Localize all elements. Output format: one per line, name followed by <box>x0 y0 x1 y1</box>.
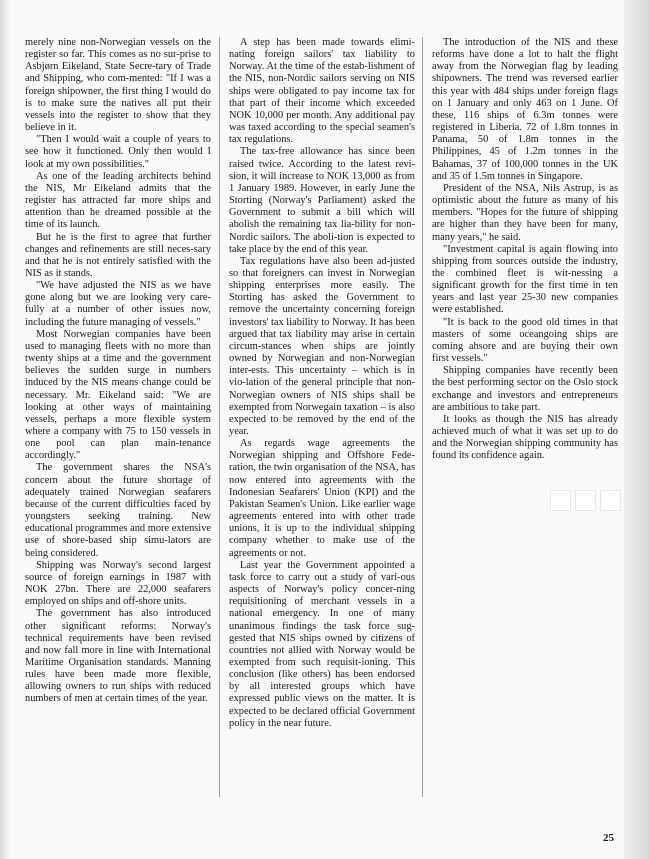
paragraph: "Then I would wait a couple of years to see how it functioned. Only then would I look at my own possibilities." <box>25 134 211 170</box>
paragraph: President of the NSA, Nils Astrup, is as optimistic about the future as many of his members. "Hopes for the future of shipping are higher than they have been for many, many years," he said. <box>432 182 618 243</box>
paragraph: The government has also introduced other significant reforms: Norway's technical requirements have been revised and now fall more in line with International Maritime Organisation standards. Manning rules have been made more flexible, allowing owners to run ships with reduced numbers of men at certain times of the year. <box>25 608 211 705</box>
paragraph: The introduction of the NIS and these reforms have done a lot to halt the flight away from the Norwegian flag by leading shipowners. The trend was reversed earlier this year with 484 ships under foreign flags on 1 January and only 463 on 1 June. Of these, 116 ships of 6.3m tonnes were registered in Liberia. 72 of 1.8m tonnes in Panama, 50 of 1.8m tonnes in the Philippines, 45 of 1.2m tonnes in the Bahamas, 37 of 100,000 tonnes in the UK and 35 of 1.5m tonnes in Singapore. <box>432 37 618 182</box>
end-square-icon <box>600 490 621 511</box>
paragraph: As one of the leading architects behind the NIS, Mr Eikeland admits that the register has attracted far more ships and attention than he dreamed possible at the time of its launch. <box>25 170 211 231</box>
paragraph: As regards wage agreements the Norwegian shipping and Offshore Fede-ration, the twin organisation of the NSA, has now entered into agreements with the Indonesian Seafarers' Union (KPI) and the Pakistan Seamen's Union. Like earlier wage agreements entered into with other trade unions, it is up to the individual shipping company whether to make use of the agreements or not. <box>229 438 415 559</box>
column-divider <box>219 37 220 797</box>
page-number: 25 <box>603 832 614 844</box>
paragraph: But he is the first to agree that further changes and refinements are still neces-sary and that he is not entirely satisfied with the NIS as it stands. <box>25 231 211 279</box>
paragraph: "We have adjusted the NIS as we have gone along but we are looking very care-fully at a number of other issues now, including the future managing of vessels." <box>25 280 211 328</box>
paragraph: The tax-free allowance has since been raised twice. According to the latest revi-sion, it will increase to NOK 13,000 as from 1 January 1989. However, in early June the Storting (Norway's Parliament) asked the Government to submit a bill which will abolish the remaining tax lia-bility for non-Nordic sailors. The aboli-tion is expected to take place by the end of this year. <box>229 146 415 255</box>
column-divider <box>422 37 423 797</box>
paragraph: Last year the Government appointed a task force to carry out a study of vari-ous aspects of Norway's policy concer-ning requisitioning of merchant vessels in a national emergency. In one of many unanimous findings the task force sug-gested that NIS ships owned by citizens of countries not allied with Norway would be exempted from such requisit-ioning. This conclusion (like others) has been endorsed by all interested groups which have expressed public views on the matter. It is expected to be declared official Government policy in the near future. <box>229 559 415 729</box>
paragraph: Shipping companies have recently been the best performing sector on the Oslo stock exchange and investors and entrepreneurs are ambitious to take part. <box>432 365 618 413</box>
paragraph: Most Norwegian companies have been used to managing fleets with no more than twenty ships at a time and the government believes the sudden surge in numbers induced by the NIS means change could be necessary. Mr. Eikeland said: "We are looking at other ways of maintaining vessels, perhaps a more flexible system where a company with 75 to 150 vessels in one pool can plan main-tenance accordingly." <box>25 328 211 462</box>
paragraph: "It is back to the good old times in that masters of some oceangoing ships are coming ahsore and are buying their own first vessels." <box>432 316 618 365</box>
page-shadow-right <box>624 0 650 859</box>
end-square-icon <box>575 490 596 511</box>
paragraph: Tax regulations have also been ad-justed so that foreigners can invest in Norwegian shipping enterprises more easily. The Storting has asked the Government to remove the uncertainty concerning foreign investors' tax liability to Norway. It has been argued that tax liability may arise in certain circum-stances when ships are jointly owned by Norwegian and non-Norwegian inter-ests. This uncertainty – which is in vio-lation of the general principle that non-Norwegian owners of NIS ships shall be exempted from Norwegain taxation – is also expected to be removed by the end of the year. <box>229 255 415 437</box>
paragraph: A step has been made towards elimi-nating foreign sailors' tax liability to Norway. At the time of the estab-lishment of the NIS, non-Nordic sailors serving on NIS ships were obligated to pay income tax for that part of their income which exceeded NOK 10,000 per month. Any additional pay was taxed according to the special seamen's tax regulations. <box>229 37 415 146</box>
paragraph: It looks as though the NIS has already achieved much of what it was set up to do and the Norwegian shipping community has found its confidence again. <box>432 413 618 462</box>
article-column-2 <box>229 37 415 730</box>
article-column-3 <box>432 37 618 462</box>
page-shadow-left <box>0 0 10 859</box>
end-of-article-marks <box>550 490 626 510</box>
paragraph: The government shares the NSA's concern about the future shortage of adequately trained Norwegian seafarers because of the current difficulties faced by youngsters seeking training. New educational programmes and more extensive use of shore-based ship simu-lators are being considered. <box>25 462 211 559</box>
article-column-1 <box>25 37 211 706</box>
paragraph: "Investment capital is again flowing into shipping from sources outside the industry, the combined fleet is wit-nessing a significant growth for the first time in ten years and last year 25-30 new companies were established. <box>432 243 618 316</box>
paragraph: Shipping was Norway's second largest source of foreign earnings in 1987 with NOK 27bn. There are 22,000 seafarers employed on ships and off-shore units. <box>25 559 211 608</box>
paragraph: merely nine non-Norwegian vessels on the register so far. This comes as no sur-prise to Asbjørn Eikeland, State Secre-tary of Trade and Shipping, who com-mented: "If I was a foreign shipowner, the first thing I would do is to make sure the natives all put their vessels into the register to show that they believe in it. <box>25 37 211 134</box>
end-square-icon <box>550 490 571 511</box>
